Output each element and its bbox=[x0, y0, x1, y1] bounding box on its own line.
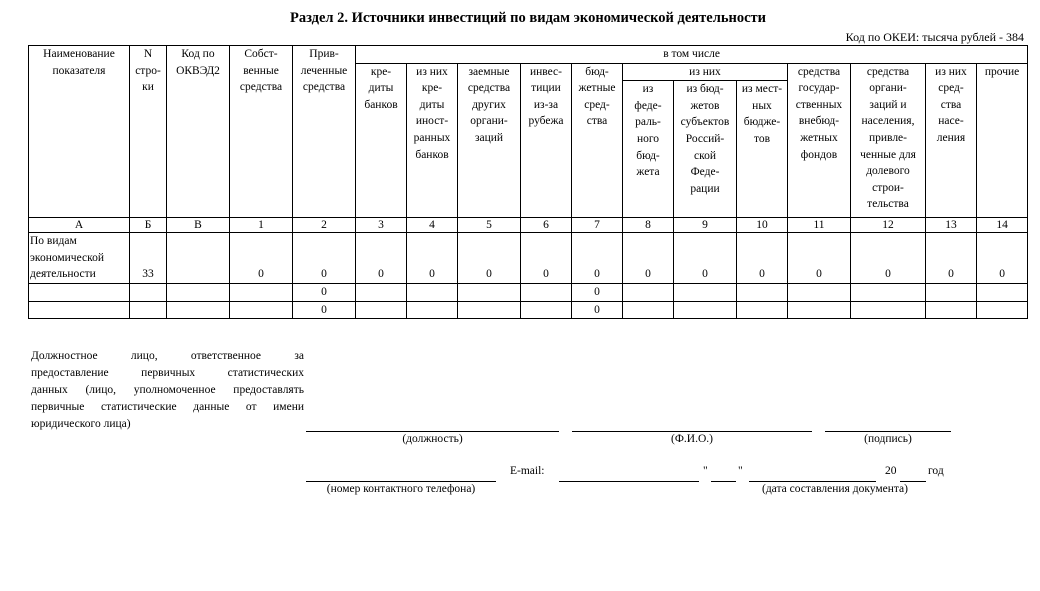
header-line: ОКВЭД2 bbox=[176, 64, 220, 77]
header-line: Прив- bbox=[309, 48, 339, 60]
position-caption: (должность) bbox=[402, 433, 463, 445]
section-title: Раздел 2. Источники инвестиций по видам экономической деятельности bbox=[289, 10, 767, 26]
value-cell[interactable] bbox=[674, 301, 737, 319]
value-cell[interactable] bbox=[926, 301, 977, 319]
header-line: раль- bbox=[635, 116, 661, 129]
value-cell[interactable] bbox=[521, 301, 572, 319]
header-line: внебюд- bbox=[798, 115, 840, 128]
header-line: населения, bbox=[861, 115, 915, 128]
header-foreign-bank-credits bbox=[407, 63, 458, 218]
value-cell[interactable] bbox=[521, 283, 572, 301]
header-line: привле- bbox=[868, 131, 907, 144]
header-line: ки bbox=[142, 81, 154, 94]
header-line: кре- bbox=[370, 65, 392, 78]
header-borrowed-funds bbox=[458, 63, 521, 218]
header-line: ственных bbox=[795, 98, 843, 111]
year-prefix: 20 bbox=[885, 465, 897, 477]
column-code: 7 bbox=[572, 218, 623, 233]
table-row bbox=[29, 283, 1028, 301]
value-cell[interactable]: 0 bbox=[356, 233, 407, 284]
header-line: показателя bbox=[52, 64, 106, 77]
header-line: диты bbox=[368, 82, 394, 95]
header-line: банков bbox=[415, 148, 449, 161]
value-cell[interactable] bbox=[230, 283, 293, 301]
value-cell[interactable]: 0 bbox=[572, 283, 623, 301]
header-line: из бюд- bbox=[686, 83, 724, 96]
header-line: тиции bbox=[531, 82, 561, 95]
header-line: ных bbox=[752, 99, 772, 112]
value-cell[interactable] bbox=[851, 301, 926, 319]
value-cell[interactable] bbox=[851, 283, 926, 301]
value-cell[interactable] bbox=[737, 283, 788, 301]
header-line: средства bbox=[797, 65, 841, 78]
header-line: насе- bbox=[938, 115, 964, 128]
value-cell[interactable]: 0 bbox=[458, 233, 521, 284]
column-code: 12 bbox=[851, 218, 926, 233]
header-okved bbox=[167, 46, 230, 218]
signature-line[interactable] bbox=[825, 431, 951, 432]
row-number-cell[interactable] bbox=[130, 301, 167, 319]
value-cell[interactable]: 0 bbox=[293, 283, 356, 301]
header-regional-budget bbox=[674, 81, 737, 218]
header-line: ченные для bbox=[860, 148, 916, 161]
header-line: феде- bbox=[634, 99, 662, 112]
row-name-cell bbox=[29, 283, 130, 301]
fio-line[interactable] bbox=[572, 431, 812, 432]
responsible-text-line: юридического лица) bbox=[31, 418, 131, 430]
value-cell[interactable] bbox=[356, 283, 407, 301]
header-line: сред- bbox=[938, 82, 964, 95]
header-line: из bbox=[642, 83, 654, 96]
header-line: стро- bbox=[135, 64, 161, 77]
header-line: тов bbox=[753, 132, 771, 145]
value-cell[interactable] bbox=[407, 283, 458, 301]
header-line: ской bbox=[693, 149, 716, 162]
okved-cell[interactable] bbox=[167, 233, 230, 284]
header-name bbox=[29, 46, 130, 218]
value-cell[interactable] bbox=[926, 283, 977, 301]
header-own-funds bbox=[230, 46, 293, 218]
year-suffix: год bbox=[928, 465, 944, 477]
header-line: Код по bbox=[181, 48, 215, 60]
column-code: 2 bbox=[293, 218, 356, 233]
row-name-line: деятельности bbox=[30, 268, 96, 281]
column-code: А bbox=[29, 218, 130, 233]
header-line: заций и bbox=[869, 98, 907, 111]
value-cell[interactable] bbox=[356, 301, 407, 319]
row-number-cell[interactable]: 33 bbox=[130, 233, 167, 284]
value-cell[interactable] bbox=[230, 301, 293, 319]
header-line: бюд- bbox=[636, 149, 660, 162]
value-cell[interactable]: 0 bbox=[737, 233, 788, 284]
header-line: субъектов bbox=[680, 116, 730, 129]
header-line: ранных bbox=[413, 131, 451, 144]
column-code: 5 bbox=[458, 218, 521, 233]
header-line: Наименование bbox=[43, 48, 115, 60]
value-cell[interactable] bbox=[458, 301, 521, 319]
header-line: из мест- bbox=[741, 83, 783, 96]
header-other bbox=[977, 63, 1028, 218]
header-line: ного bbox=[636, 132, 660, 145]
header-including: в том числе bbox=[356, 46, 1028, 64]
header-line: сред- bbox=[584, 98, 610, 111]
header-line: рации bbox=[690, 182, 720, 195]
column-code: 1 bbox=[230, 218, 293, 233]
table-row bbox=[29, 233, 1028, 284]
header-line: венные bbox=[243, 64, 279, 77]
header-line: средства bbox=[866, 65, 910, 78]
header-line: долевого bbox=[866, 165, 910, 178]
header-line: иност- bbox=[415, 115, 449, 128]
header-line: ства bbox=[940, 98, 962, 111]
header-line: Феде- bbox=[690, 166, 720, 179]
header-line: бюд- bbox=[585, 65, 609, 78]
okved-cell[interactable] bbox=[167, 301, 230, 319]
value-cell[interactable] bbox=[977, 301, 1028, 319]
value-cell[interactable]: 0 bbox=[293, 233, 356, 284]
row-name-line: экономической bbox=[30, 251, 104, 264]
header-line: из них bbox=[416, 65, 448, 78]
value-cell[interactable]: 0 bbox=[977, 233, 1028, 284]
column-code: 14 bbox=[977, 218, 1028, 233]
responsible-text-line: предоставление первичных статистических bbox=[31, 367, 304, 379]
table-row bbox=[29, 301, 1028, 319]
header-bank-credits bbox=[356, 63, 407, 218]
value-cell[interactable]: 0 bbox=[572, 301, 623, 319]
column-code: В bbox=[167, 218, 230, 233]
header-line: кре- bbox=[421, 82, 443, 95]
row-name-cell bbox=[29, 301, 130, 319]
header-line: государ- bbox=[798, 82, 840, 95]
email-line[interactable] bbox=[559, 481, 699, 482]
value-cell[interactable]: 0 bbox=[293, 301, 356, 319]
column-code: 13 bbox=[926, 218, 977, 233]
phone-line[interactable] bbox=[306, 481, 496, 482]
header-line: жета bbox=[636, 166, 660, 179]
header-line: из-за bbox=[533, 98, 559, 111]
value-cell[interactable] bbox=[623, 301, 674, 319]
value-cell[interactable]: 0 bbox=[572, 233, 623, 284]
responsible-text-line: первичные статистические данные от имени bbox=[31, 401, 304, 413]
header-budget-funds bbox=[572, 63, 623, 218]
value-cell[interactable] bbox=[623, 283, 674, 301]
column-code: 11 bbox=[788, 218, 851, 233]
header-line: прочие bbox=[984, 65, 1020, 78]
header-line: органи- bbox=[869, 82, 907, 95]
header-line: строи- bbox=[872, 181, 904, 194]
value-cell[interactable]: 0 bbox=[521, 233, 572, 284]
header-line: бюдже- bbox=[743, 116, 781, 129]
header-line: тельства bbox=[867, 198, 909, 211]
column-codes-row bbox=[29, 218, 1028, 233]
fio-caption: (Ф.И.О.) bbox=[671, 433, 713, 445]
responsible-text-line: данных (лицо, уполномоченное предоставлять bbox=[31, 384, 304, 396]
header-shared-construction bbox=[851, 63, 926, 218]
header-row-number bbox=[130, 46, 167, 218]
header-line: фондов bbox=[800, 148, 838, 161]
header-population-funds bbox=[926, 63, 977, 218]
header-line: ления bbox=[936, 131, 966, 144]
header-line: средства bbox=[239, 81, 283, 94]
header-line: Россий- bbox=[685, 132, 725, 145]
header-line: банков bbox=[364, 98, 398, 111]
header-line: заемные bbox=[468, 65, 510, 78]
header-line: инвес- bbox=[530, 65, 562, 78]
date-caption: (дата составления документа) bbox=[761, 483, 908, 495]
value-cell[interactable]: 0 bbox=[230, 233, 293, 284]
signature-caption: (подпись) bbox=[864, 433, 912, 445]
responsible-text-line: Должностное лицо, ответственное за bbox=[31, 350, 304, 362]
value-cell[interactable]: 0 bbox=[407, 233, 458, 284]
header-line: средства bbox=[302, 81, 346, 94]
header-line: жетов bbox=[690, 99, 720, 112]
value-cell[interactable] bbox=[407, 301, 458, 319]
value-cell[interactable]: 0 bbox=[788, 233, 851, 284]
value-cell[interactable] bbox=[737, 301, 788, 319]
header-foreign-investments bbox=[521, 63, 572, 218]
column-code: 4 bbox=[407, 218, 458, 233]
header-line: диты bbox=[419, 98, 445, 111]
row-name-cell bbox=[29, 233, 130, 284]
header-line: органи- bbox=[470, 115, 508, 128]
column-code: 8 bbox=[623, 218, 674, 233]
position-line[interactable] bbox=[306, 431, 559, 432]
email-label: E-mail: bbox=[510, 465, 545, 477]
column-code: 6 bbox=[521, 218, 572, 233]
phone-caption: (номер контактного телефона) bbox=[326, 483, 476, 495]
value-cell[interactable]: 0 bbox=[926, 233, 977, 284]
value-cell[interactable] bbox=[674, 283, 737, 301]
header-line: средства bbox=[467, 82, 511, 95]
responsible-person-text bbox=[31, 348, 304, 433]
okei-code: Код по ОКЕИ: тысяча рублей - 384 bbox=[845, 30, 1024, 44]
investment-sources-table bbox=[28, 45, 1028, 319]
value-cell[interactable] bbox=[788, 301, 851, 319]
header-line: жетных bbox=[800, 131, 838, 144]
header-line: заций bbox=[474, 131, 504, 144]
value-cell[interactable] bbox=[788, 283, 851, 301]
date-year-line[interactable] bbox=[900, 481, 926, 482]
value-cell[interactable] bbox=[977, 283, 1028, 301]
header-line: N bbox=[143, 48, 153, 60]
date-day-line[interactable] bbox=[711, 481, 736, 482]
header-line: других bbox=[472, 98, 506, 111]
header-line: рубежа bbox=[528, 115, 564, 128]
header-line: жетные bbox=[578, 82, 616, 95]
row-name-line: По видам bbox=[30, 235, 77, 248]
value-cell[interactable] bbox=[458, 283, 521, 301]
date-month-line[interactable] bbox=[749, 481, 876, 482]
header-offbudget-funds bbox=[788, 63, 851, 218]
date-quote-open: " bbox=[703, 465, 708, 477]
header-line: ства bbox=[586, 115, 608, 128]
column-code: 10 bbox=[737, 218, 788, 233]
header-line: из них bbox=[935, 65, 967, 78]
column-code: 9 bbox=[674, 218, 737, 233]
header-of-which: из них bbox=[623, 63, 788, 81]
value-cell[interactable]: 0 bbox=[851, 233, 926, 284]
value-cell[interactable]: 0 bbox=[623, 233, 674, 284]
header-federal-budget bbox=[623, 81, 674, 218]
header-attracted-funds bbox=[293, 46, 356, 218]
column-code: Б bbox=[130, 218, 167, 233]
row-number-cell[interactable] bbox=[130, 283, 167, 301]
column-code: 3 bbox=[356, 218, 407, 233]
header-local-budget bbox=[737, 81, 788, 218]
date-quote-close: " bbox=[738, 465, 743, 477]
okved-cell[interactable] bbox=[167, 283, 230, 301]
header-line: Собст- bbox=[244, 48, 278, 60]
value-cell[interactable]: 0 bbox=[674, 233, 737, 284]
header-line: леченные bbox=[300, 64, 348, 77]
